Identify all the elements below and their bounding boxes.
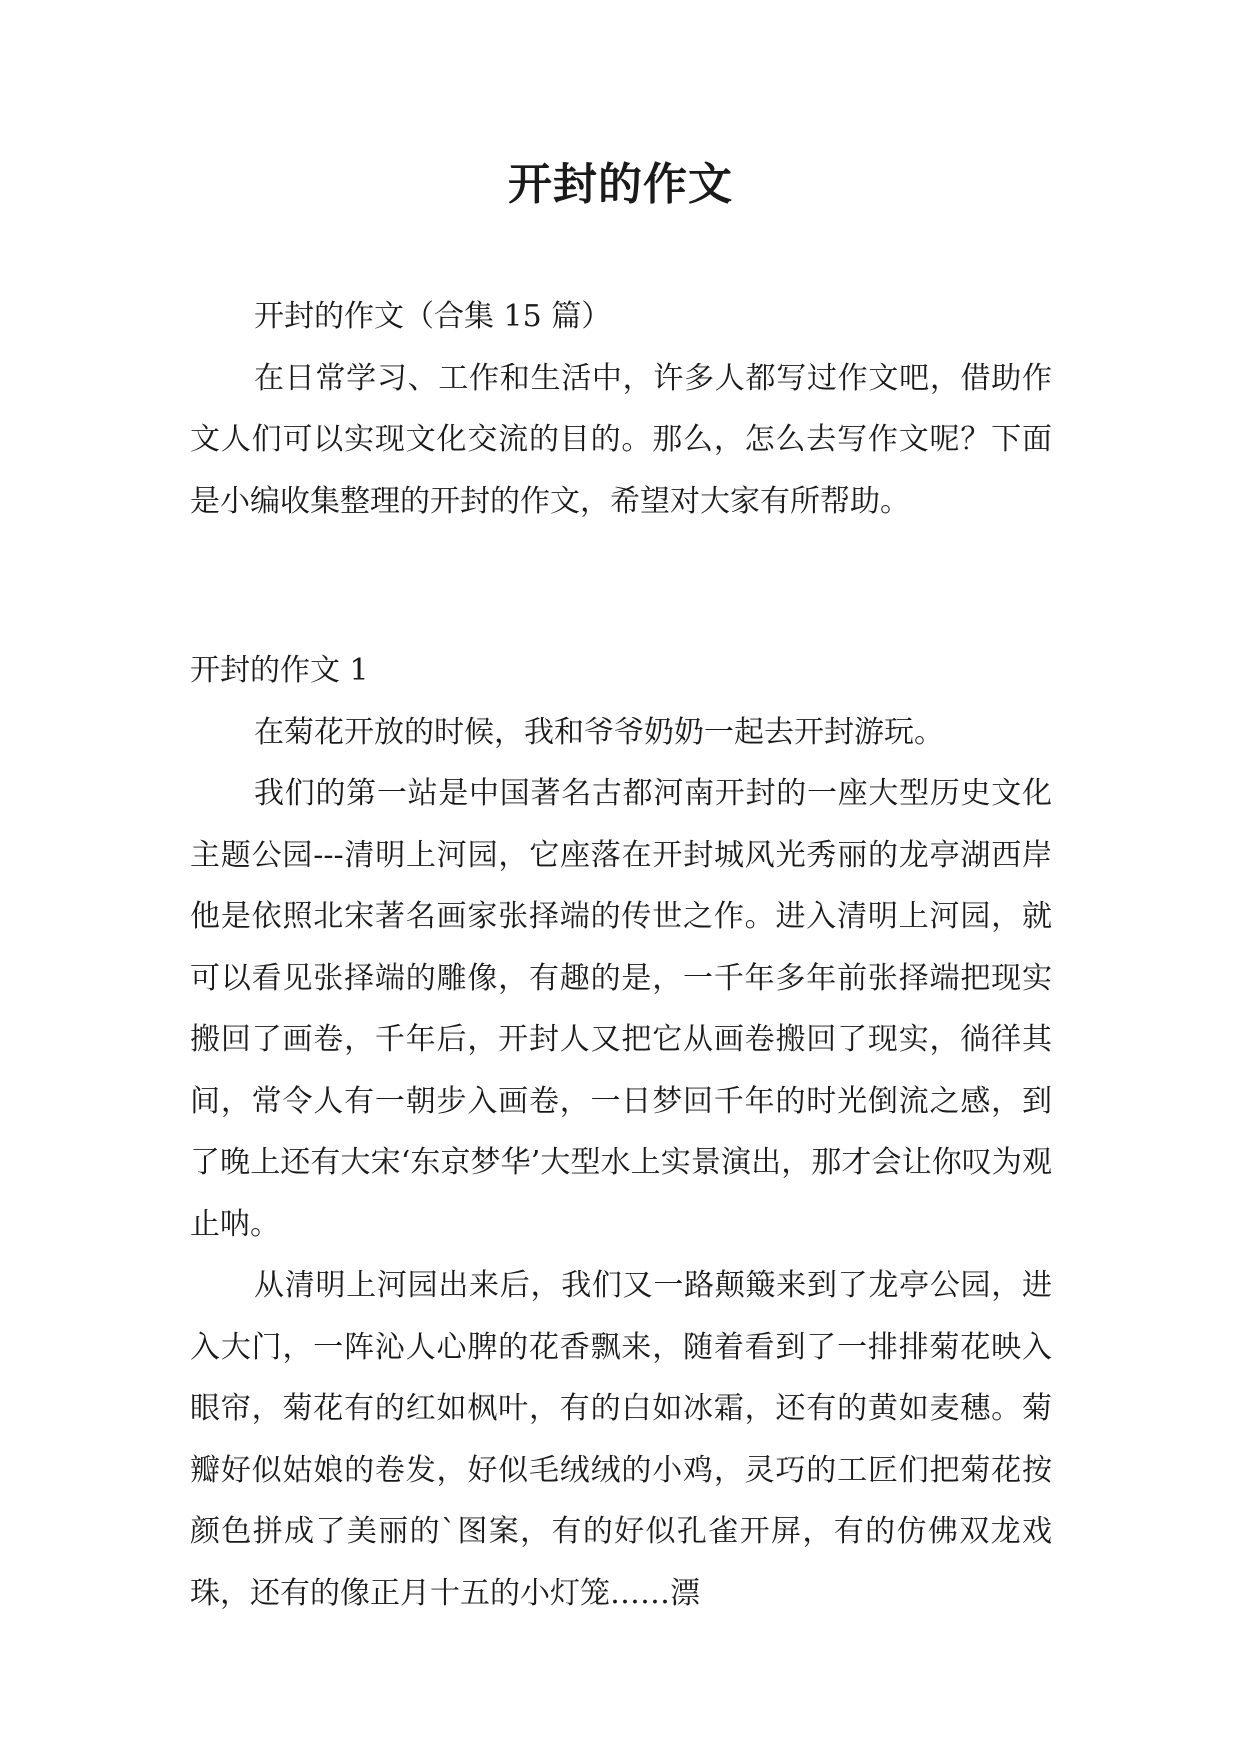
document-title: 开封的作文 (508, 159, 733, 210)
intro-block (190, 286, 1052, 532)
section-paragraph: 我们的第一站是中国著名古都河南开封的一座大型历史文化主题公园---清明上河园，它座落在开封城风光秀丽的龙亭湖西岸他是依照北宋著名画家张择端的传世之作。进入清明上河园，就可以看见张择端的雕像，有趣的是，一千年多年前张择端把现实搬回了画卷，千年后，开封人又把它从画卷搬回了现实，徜徉其间，常令人有一朝步入画卷，一日梦回千年的时光倒流之感，到了晚上还有大宋‘东京梦华’大型水上实景演出，那才会让你叹为观止呐。 (190, 776, 1052, 1242)
intro-subtitle: 开封的作文（合集 15 篇） (254, 299, 612, 334)
section-heading: 开封的作文 1 (190, 653, 369, 688)
intro-paragraph: 在日常学习、工作和生活中，许多人都写过作文吧，借助作文人们可以实现文化交流的目的。那么，怎么去写作文呢？下面是小编收集整理的开封的作文，希望对大家有所帮助。 (190, 360, 1052, 519)
section-paragraph: 从清明上河园出来后，我们又一路颠簸来到了龙亭公园，进入大门，一阵沁人心脾的花香飘来，随着看到了一排排菊花映入眼帘，菊花有的红如枫叶，有的白如冰霜，还有的黄如麦穗。菊瓣好似姑娘的卷发，好似毛绒绒的小鸡，灵巧的工匠们把菊花按颜色拼成了美丽的`图案，有的好似孔雀开屏，有的仿佛双龙戏珠，还有的像正月十五的小灯笼……漂 (190, 1268, 1052, 1611)
section-paragraph: 在菊花开放的时候，我和爷爷奶奶一起去开封游玩。 (254, 714, 944, 750)
essay-section-1 (190, 640, 1052, 1624)
